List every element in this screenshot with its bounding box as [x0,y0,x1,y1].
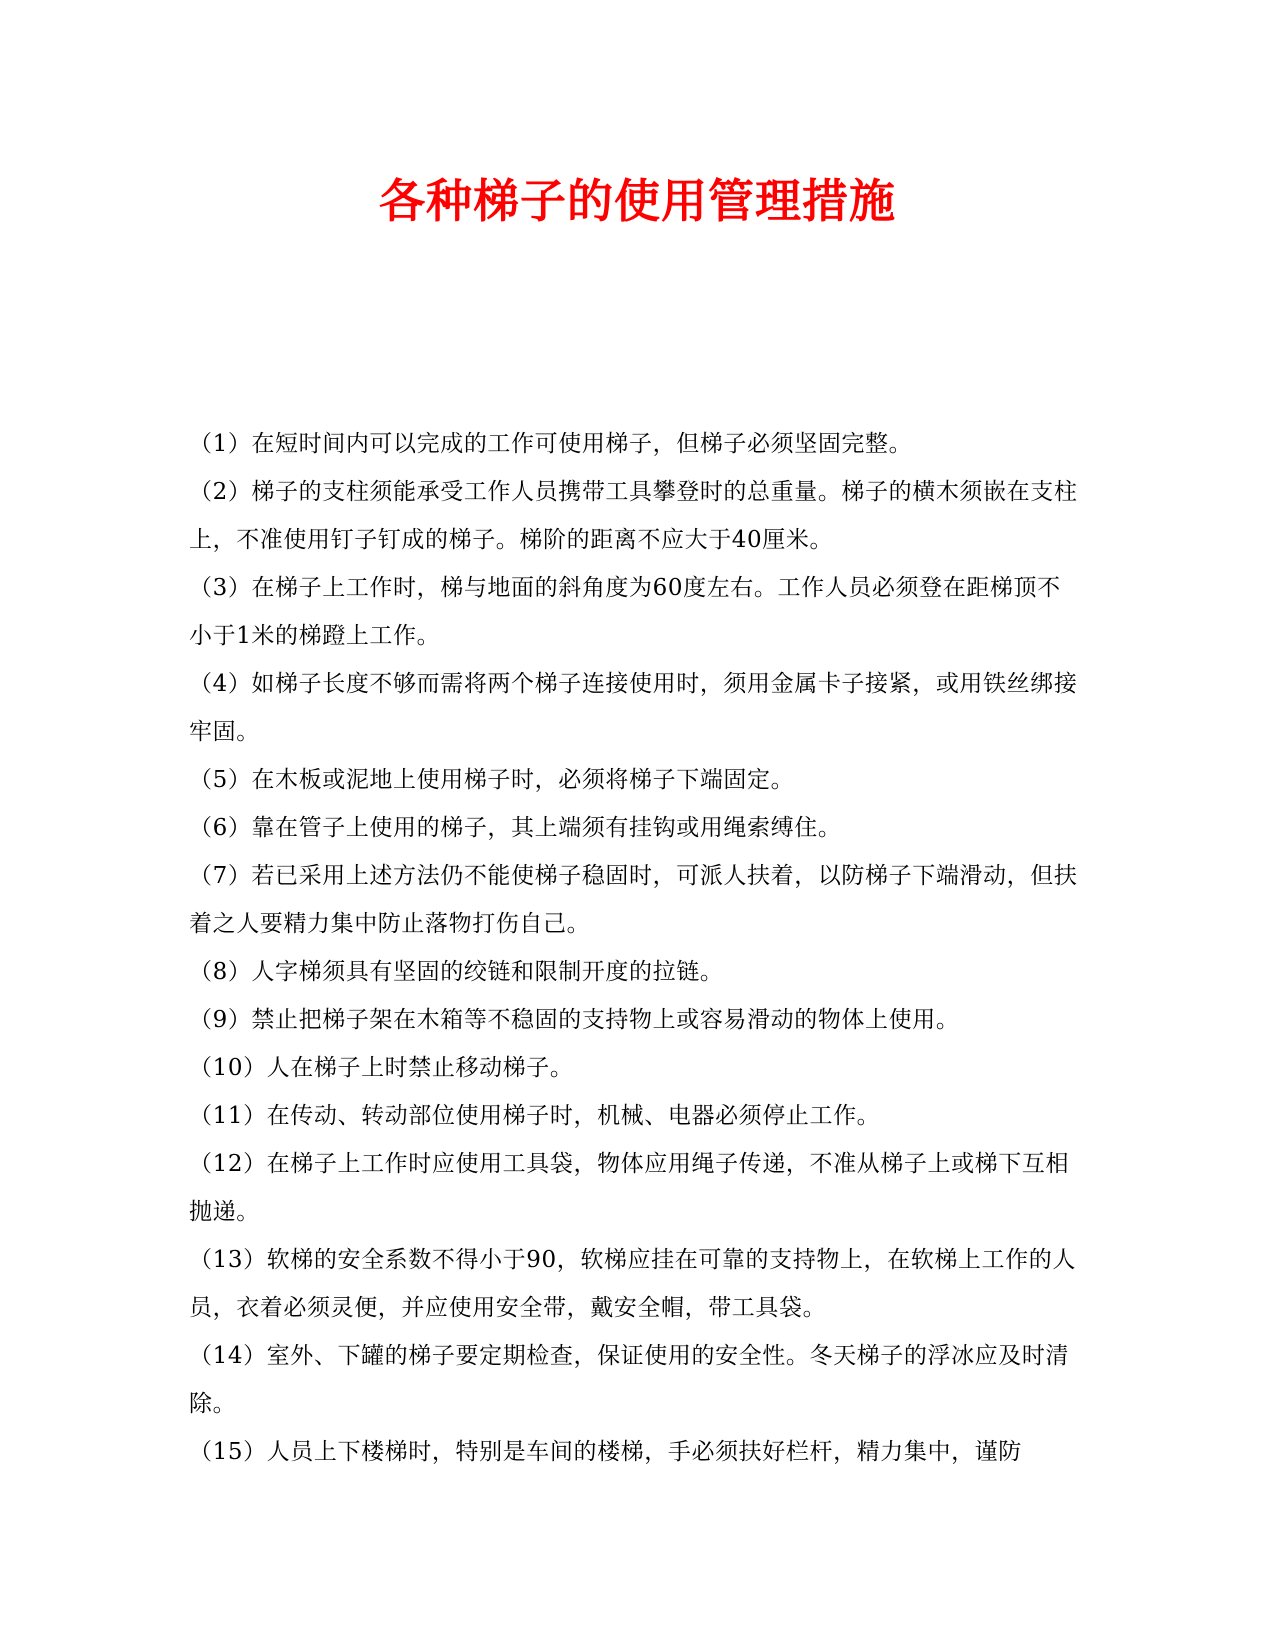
paragraph-4: （4）如梯子长度不够而需将两个梯子连接使用时，须用金属卡子接紧，或用铁丝绑接牢固。 [189,671,1078,745]
paragraph-14: （14）室外、下罐的梯子要定期检查，保证使用的安全性。冬天梯子的浮冰应及时清除。 [189,1343,1070,1417]
paragraph-9: （9）禁止把梯子架在木箱等不稳固的支持物上或容易滑动的物体上使用。 [189,1007,960,1033]
paragraph-11: （11）在传动、转动部位使用梯子时，机械、电器必须停止工作。 [189,1103,881,1129]
paragraph-2: （2）梯子的支柱须能承受工作人员携带工具攀登时的总重量。梯子的横木须嵌在支柱上，不准使用钉子钉成的梯子。梯阶的距离不应大于40厘米。 [189,479,1078,553]
paragraph-15: （15）人员上下楼梯时，特别是车间的楼梯，手必须扶好栏杆，精力集中，谨防 [189,1439,1022,1465]
paragraph-5: （5）在木板或泥地上使用梯子时，必须将梯子下端固定。 [189,767,795,793]
paragraph-8: （8）人字梯须具有坚固的绞链和限制开度的拉链。 [189,959,724,985]
paragraph-1: （1）在短时间内可以完成的工作可使用梯子，但梯子必须坚固完整。 [189,431,913,457]
paragraph-7: （7）若已采用上述方法仍不能使梯子稳固时，可派人扶着，以防梯子下端滑动，但扶着之人要精力集中防止落物打伤自己。 [189,863,1078,937]
paragraph-10: （10）人在梯子上时禁止移动梯子。 [189,1055,574,1081]
paragraph-3: （3）在梯子上工作时，梯与地面的斜角度为60度左右。工作人员必须登在距梯顶不小于1米的梯蹬上工作。 [189,575,1061,649]
paragraph-6: （6）靠在管子上使用的梯子，其上端须有挂钩或用绳索缚住。 [189,815,842,841]
paragraph-13: （13）软梯的安全系数不得小于90，软梯应挂在可靠的支持物上，在软梯上工作的人员，衣着必须灵便，并应使用安全带，戴安全帽，带工具袋。 [189,1247,1076,1321]
document-title: 各种梯子的使用管理措施 [379,174,896,228]
paragraph-12: （12）在梯子上工作时应使用工具袋，物体应用绳子传递，不准从梯子上或梯下互相抛递。 [189,1151,1070,1225]
document-body [189,420,1079,1476]
